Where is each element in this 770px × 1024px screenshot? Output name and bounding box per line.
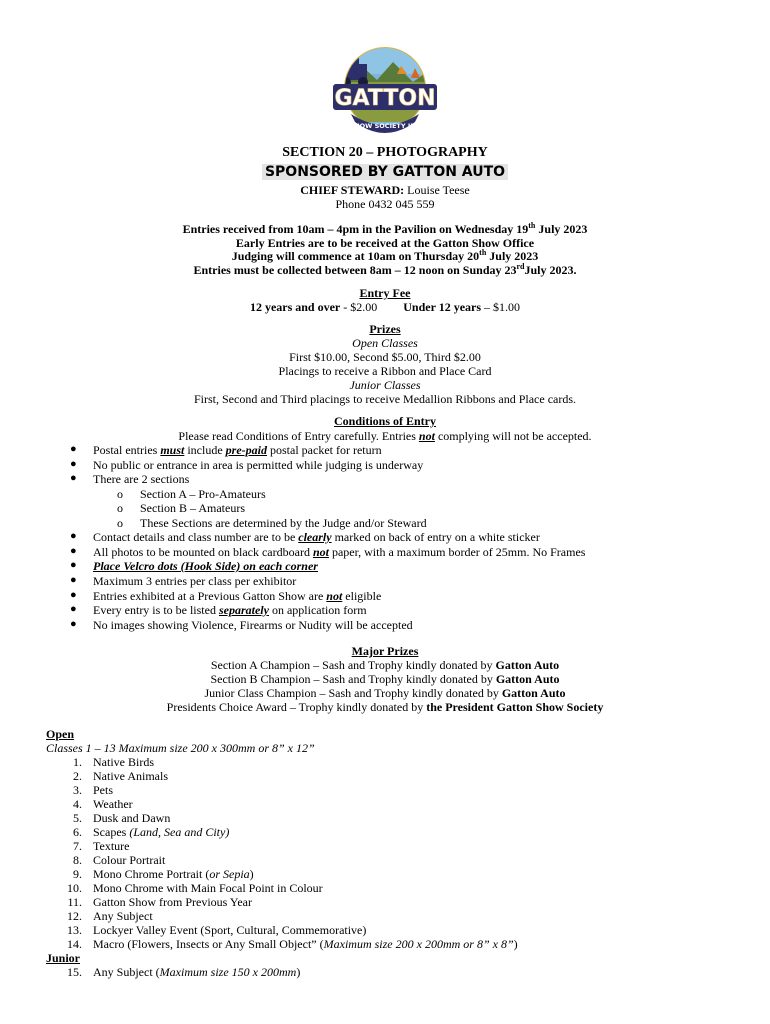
class-item: Any Subject (Maximum size 150 x 200mm) (93, 965, 301, 979)
schedule-line-1: Entries received from 10am – 4pm in the Pavilion on Wednesday 19th July 2023 (182, 221, 588, 236)
entry-fee-line: 12 years and over - $2.00 Under 12 years – $1.00 (249, 300, 521, 314)
chief-steward (0, 183, 770, 197)
major-prizes-heading: Major Prizes (351, 644, 419, 658)
condition-item: No public or entrance in area is permitted while judging is underway (93, 458, 424, 472)
bullet: ● (70, 472, 77, 484)
bullet: ● (70, 443, 77, 455)
open-classes-label: Open Classes (352, 336, 418, 350)
class-item: Dusk and Dawn (93, 811, 171, 825)
schedule-line-3: Judging will commence at 10am on Thursday 20th July 2023 (231, 248, 539, 263)
schedule-line-2: Early Entries are to be received at the Gatton Show Office (235, 236, 535, 250)
major-prize-item: Section A Champion – Sash and Trophy kindly donated by Gatton Auto (210, 658, 560, 672)
section-item: Section A – Pro-Amateurs (140, 487, 266, 501)
class-item: Weather (93, 797, 133, 811)
condition-item: No images showing Violence, Firearms or Nudity will be accepted (93, 618, 413, 632)
class-number: 14. (67, 937, 82, 951)
class-item: Lockyer Valley Event (Sport, Cultural, Commemorative) (93, 923, 367, 937)
class-item: Macro (Flowers, Insects or Any Small Object” (Maximum size 200 x 200mm or 8” x 8”) (93, 937, 518, 951)
major-prize-item: Presidents Choice Award – Trophy kindly donated by the President Gatton Show Society (166, 700, 604, 714)
open-prize-amounts: First $10.00, Second $5.00, Third $2.00 (289, 350, 481, 364)
bullet: ● (70, 530, 77, 542)
steward-phone: Phone 0432 045 559 (335, 197, 435, 211)
steward-name: Louise Teese (404, 183, 470, 197)
class-number: 10. (67, 881, 82, 895)
class-item: Gatton Show from Previous Year (93, 895, 252, 909)
logo-ring-text: SHOW SOCIETY INC (349, 122, 421, 130)
conditions-heading: Conditions of Entry (333, 414, 437, 428)
section-item: These Sections are determined by the Judge and/or Steward (140, 516, 427, 530)
major-prize-item: Section B Champion – Sash and Trophy kindly donated by Gatton Auto (210, 672, 560, 686)
bullet: ● (70, 559, 77, 571)
class-item: Pets (93, 783, 114, 797)
schedule-line-4: Entries must be collected between 8am – 12 noon on Sunday 23rdJuly 2023. (193, 262, 577, 277)
class-number: 1. (73, 755, 82, 769)
class-item: Texture (93, 839, 130, 853)
section-item: Section B – Amateurs (140, 501, 245, 515)
class-number: 4. (73, 797, 82, 811)
section-title: SECTION 20 – PHOTOGRAPHY (282, 145, 488, 160)
class-number: 2. (73, 769, 82, 783)
bullet: ● (70, 458, 77, 470)
condition-item: All photos to be mounted on black cardboard not paper, with a maximum border of 25mm. No Frames (93, 545, 586, 559)
class-number: 15. (67, 965, 82, 979)
condition-item: Maximum 3 entries per class per exhibitor (93, 574, 297, 588)
entry-fee-heading: Entry Fee (359, 286, 411, 300)
open-prize-note: Placings to receive a Ribbon and Place Card (278, 364, 492, 378)
junior-prize-note: First, Second and Third placings to receive Medallion Ribbons and Place cards. (193, 392, 577, 406)
sponsor-text: SPONSORED BY GATTON AUTO (262, 164, 508, 180)
class-number: 12. (67, 909, 82, 923)
class-number: 3. (73, 783, 82, 797)
condition-item: Contact details and class number are to be clearly marked on back of entry on a white sticker (93, 530, 540, 544)
sub-bullet: o (117, 516, 123, 530)
sponsor-banner (0, 163, 770, 181)
bullet: ● (70, 545, 77, 557)
junior-heading: Junior (46, 951, 81, 965)
condition-item: Postal entries must include pre-paid postal packet for return (93, 443, 382, 457)
class-number: 9. (73, 867, 82, 881)
major-prize-item: Junior Class Champion – Sash and Trophy kindly donated by Gatton Auto (204, 686, 566, 700)
class-item: Colour Portrait (93, 853, 166, 867)
steward-label: CHIEF STEWARD: (300, 183, 405, 197)
prizes-heading: Prizes (369, 322, 401, 336)
class-number: 6. (73, 825, 82, 839)
class-item: Scapes (Land, Sea and City) (93, 825, 230, 839)
class-number: 11. (67, 895, 82, 909)
condition-item: Entries exhibited at a Previous Gatton Show are not eligible (93, 589, 382, 603)
junior-classes-label: Junior Classes (349, 378, 421, 392)
class-item: Any Subject (93, 909, 153, 923)
open-heading: Open (46, 727, 75, 741)
conditions-intro: Please read Conditions of Entry carefully. Entries not complying will not be accepted. (178, 429, 592, 443)
class-number: 5. (73, 811, 82, 825)
class-item: Mono Chrome Portrait (or Sepia) (93, 867, 254, 881)
logo-text: GATTON (334, 86, 436, 111)
open-size-note: Classes 1 – 13 Maximum size 200 x 300mm or 8” x 12” (46, 741, 315, 755)
bullet: ● (70, 589, 77, 601)
condition-item: Every entry is to be listed separately on application form (93, 603, 367, 617)
class-number: 7. (73, 839, 82, 853)
bullet: ● (70, 618, 77, 630)
class-number: 13. (67, 923, 82, 937)
bullet: ● (70, 574, 77, 586)
gatton-show-logo (327, 44, 443, 142)
sub-bullet: o (117, 501, 123, 515)
sub-bullet: o (117, 487, 123, 501)
class-item: Native Birds (93, 755, 154, 769)
condition-item: Place Velcro dots (Hook Side) on each corner (93, 559, 318, 573)
bullet: ● (70, 603, 77, 615)
class-number: 8. (73, 853, 82, 867)
class-item: Mono Chrome with Main Focal Point in Colour (93, 881, 323, 895)
class-item: Native Animals (93, 769, 168, 783)
condition-item: There are 2 sections (93, 472, 190, 486)
